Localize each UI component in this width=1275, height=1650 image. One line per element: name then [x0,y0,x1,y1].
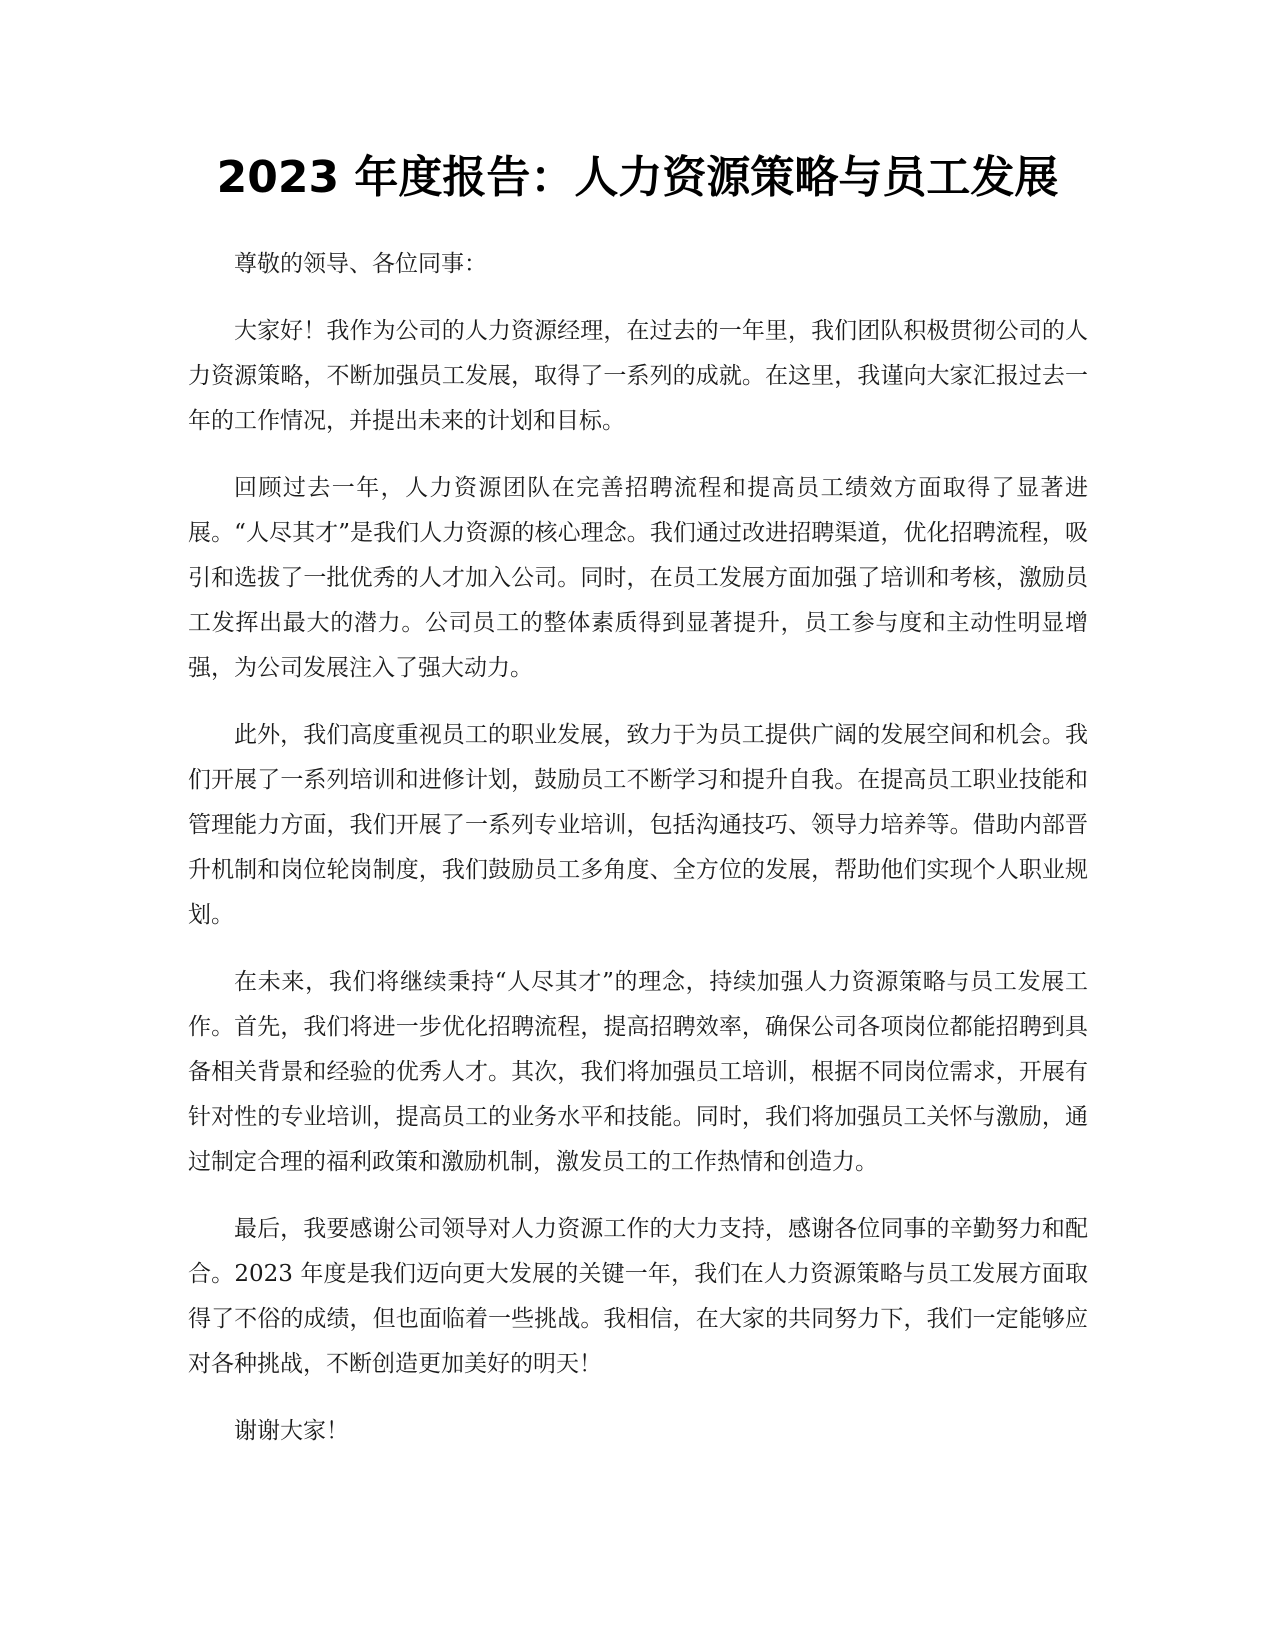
paragraph-career-development: 此外，我们高度重视员工的职业发展，致力于为员工提供广阔的发展空间和机会。我们开展了一系列培训和进修计划，鼓励员工不断学习和提升自我。在提高员工职业技能和管理能力方面，我们开展了一系列专业培训，包括沟通技巧、领导力培养等。借助内部晋升机制和岗位轮岗制度，我们鼓励员工多角度、全方位的发展，帮助他们实现个人职业规划。 [188,722,1088,928]
paragraph-future-plans: 在未来，我们将继续秉持“人尽其才”的理念，持续加强人力资源策略与员工发展工作。首先，我们将进一步优化招聘流程，提高招聘效率，确保公司各项岗位都能招聘到具备相关背景和经验的优秀人才。其次，我们将加强员工培训，根据不同岗位需求，开展有针对性的专业培训，提高员工的业务水平和技能。同时，我们将加强员工关怀与激励，通过制定合理的福利政策和激励机制，激发员工的工作热情和创造力。 [188,969,1088,1175]
paragraph-review: 回顾过去一年，人力资源团队在完善招聘流程和提高员工绩效方面取得了显著进展。“人尽其才”是我们人力资源的核心理念。我们通过改进招聘渠道，优化招聘流程，吸引和选拔了一批优秀的人才加入公司。同时，在员工发展方面加强了培训和考核，激励员工发挥出最大的潜力。公司员工的整体素质得到显著提升，员工参与度和主动性明显增强，为公司发展注入了强大动力。 [188,475,1088,681]
salutation: 尊敬的领导、各位同事： [234,251,487,277]
paragraph-greeting: 大家好！我作为公司的人力资源经理，在过去的一年里，我们团队积极贯彻公司的人力资源策略，不断加强员工发展，取得了一系列的成就。在这里，我谨向大家汇报过去一年的工作情况，并提出未来的计划和目标。 [188,318,1088,434]
document-title: 2023 年度报告：人力资源策略与员工发展 [216,152,1059,203]
closing: 谢谢大家！ [234,1418,349,1444]
document-body [188,242,1088,1454]
paragraph-thanks: 最后，我要感谢公司领导对人力资源工作的大力支持，感谢各位同事的辛勤努力和配合。2023 年度是我们迈向更大发展的关键一年，我们在人力资源策略与员工发展方面取得了不俗的成绩，但也面临着一些挑战。我相信，在大家的共同努力下，我们一定能够应对各种挑战，不断创造更加美好的明天！ [188,1216,1088,1377]
